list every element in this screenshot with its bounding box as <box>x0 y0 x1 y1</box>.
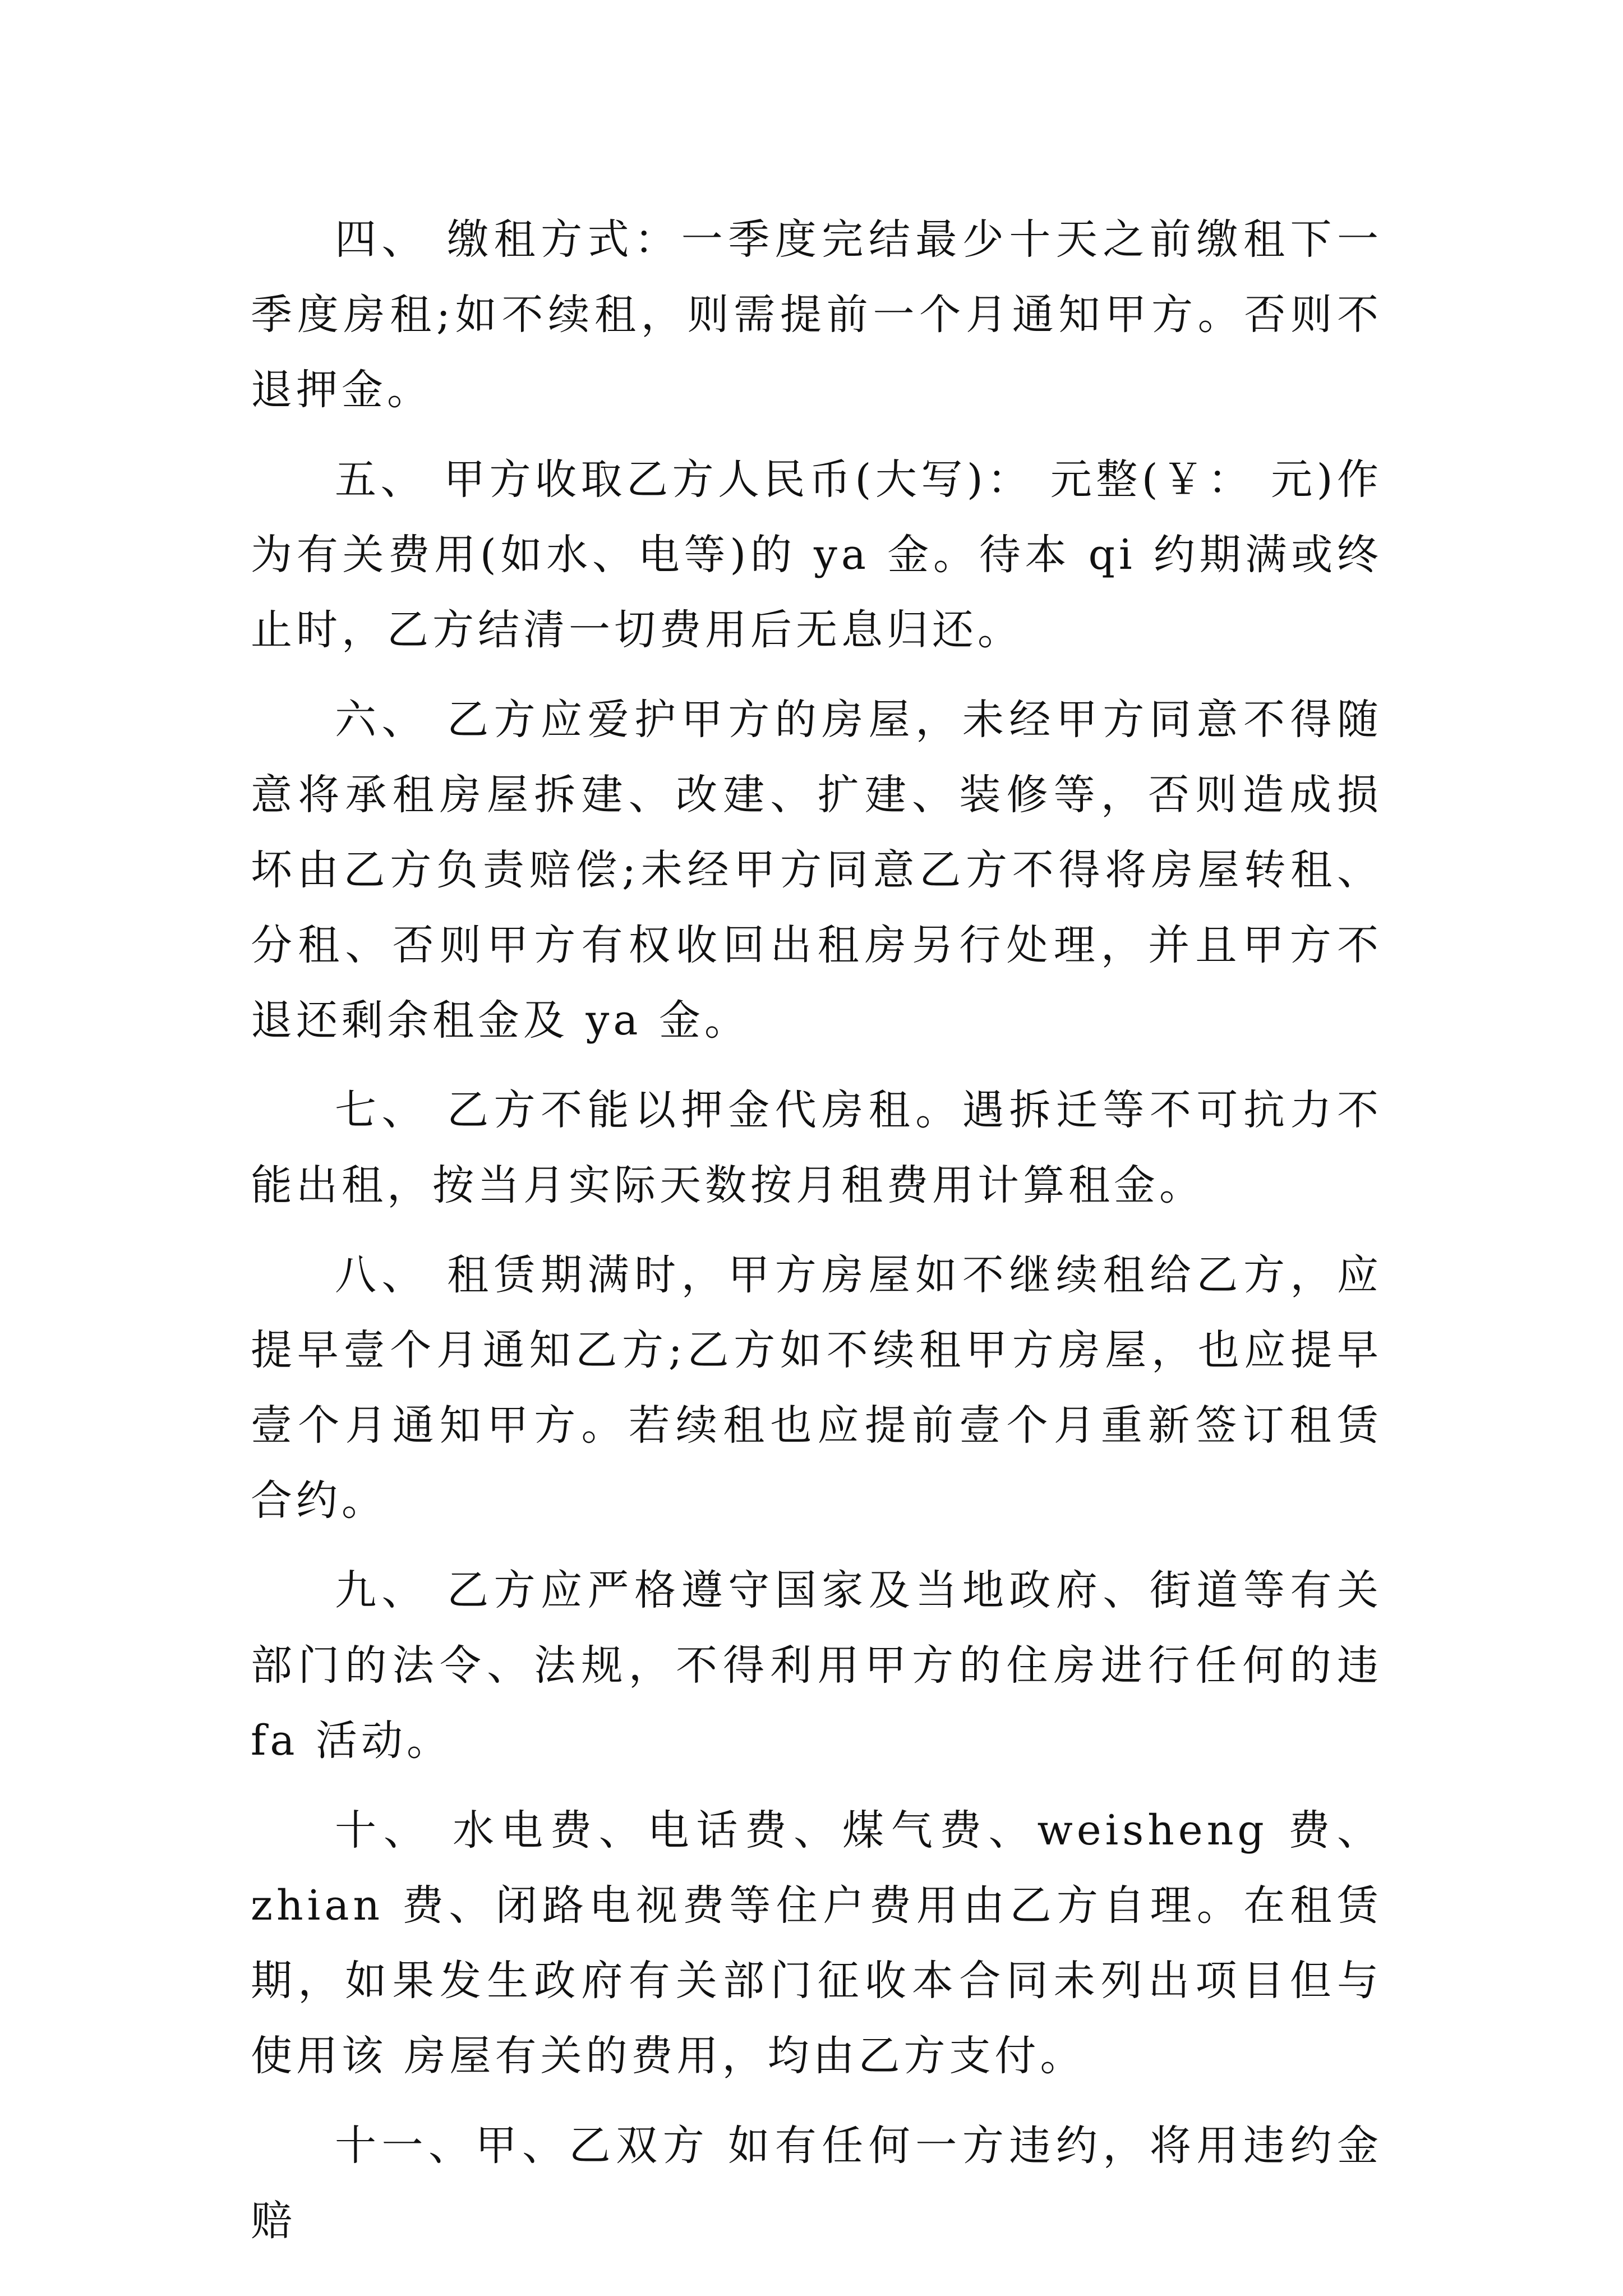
clause-9-paragraph: 九、 乙方应严格遵守国家及当地政府、街道等有关部门的法令、法规，不得利用甲方的住房进行任何的违 fa 活动。 <box>251 1566 1382 1765</box>
clause-11-paragraph: 十一、甲、乙双方 如有任何一方违约，将用违约金赔 <box>251 2122 1382 2245</box>
clause-4-paragraph: 四、 缴租方式：一季度完结最少十天之前缴租下一季度房租;如不续租，则需提前一个月通知甲方。否则不退押金。 <box>251 215 1382 414</box>
clause-6-paragraph: 六、 乙方应爱护甲方的房屋，未经甲方同意不得随意将承租房屋拆建、改建、扩建、装修等，否则造成损坏由乙方负责赔偿;未经甲方同意乙方不得将房屋转租、分租、否则甲方有权收回出租房另行处理，并且甲方不退还剩余租金及 ya 金。 <box>251 696 1382 1045</box>
clause-7-paragraph: 七、 乙方不能以押金代房租。遇拆迁等不可抗力不能出租，按当月实际天数按月租费用计算租金。 <box>251 1086 1382 1209</box>
clause-10-paragraph: 十、 水电费、电话费、煤气费、weisheng 费、zhian 费、闭路电视费等住户费用由乙方自理。在租赁期，如果发生政府有关部门征收本合同未列出项目但与使用该 房屋有关的费用，均由乙方支付。 <box>251 1806 1382 2080</box>
clause-8-paragraph: 八、 租赁期满时，甲方房屋如不继续租给乙方，应提早壹个月通知乙方;乙方如不续租甲方房屋，也应提早壹个月通知甲方。若续租也应提前壹个月重新签订租赁合约。 <box>251 1251 1382 1525</box>
clause-5-paragraph: 五、 甲方收取乙方人民币(大写)： 元整(￥： 元)作为有关费用(如水、电等)的 ya 金。待本 qi 约期满或终止时，乙方结清一切费用后无息归还。 <box>251 455 1382 654</box>
contract-body <box>251 202 1382 2258</box>
